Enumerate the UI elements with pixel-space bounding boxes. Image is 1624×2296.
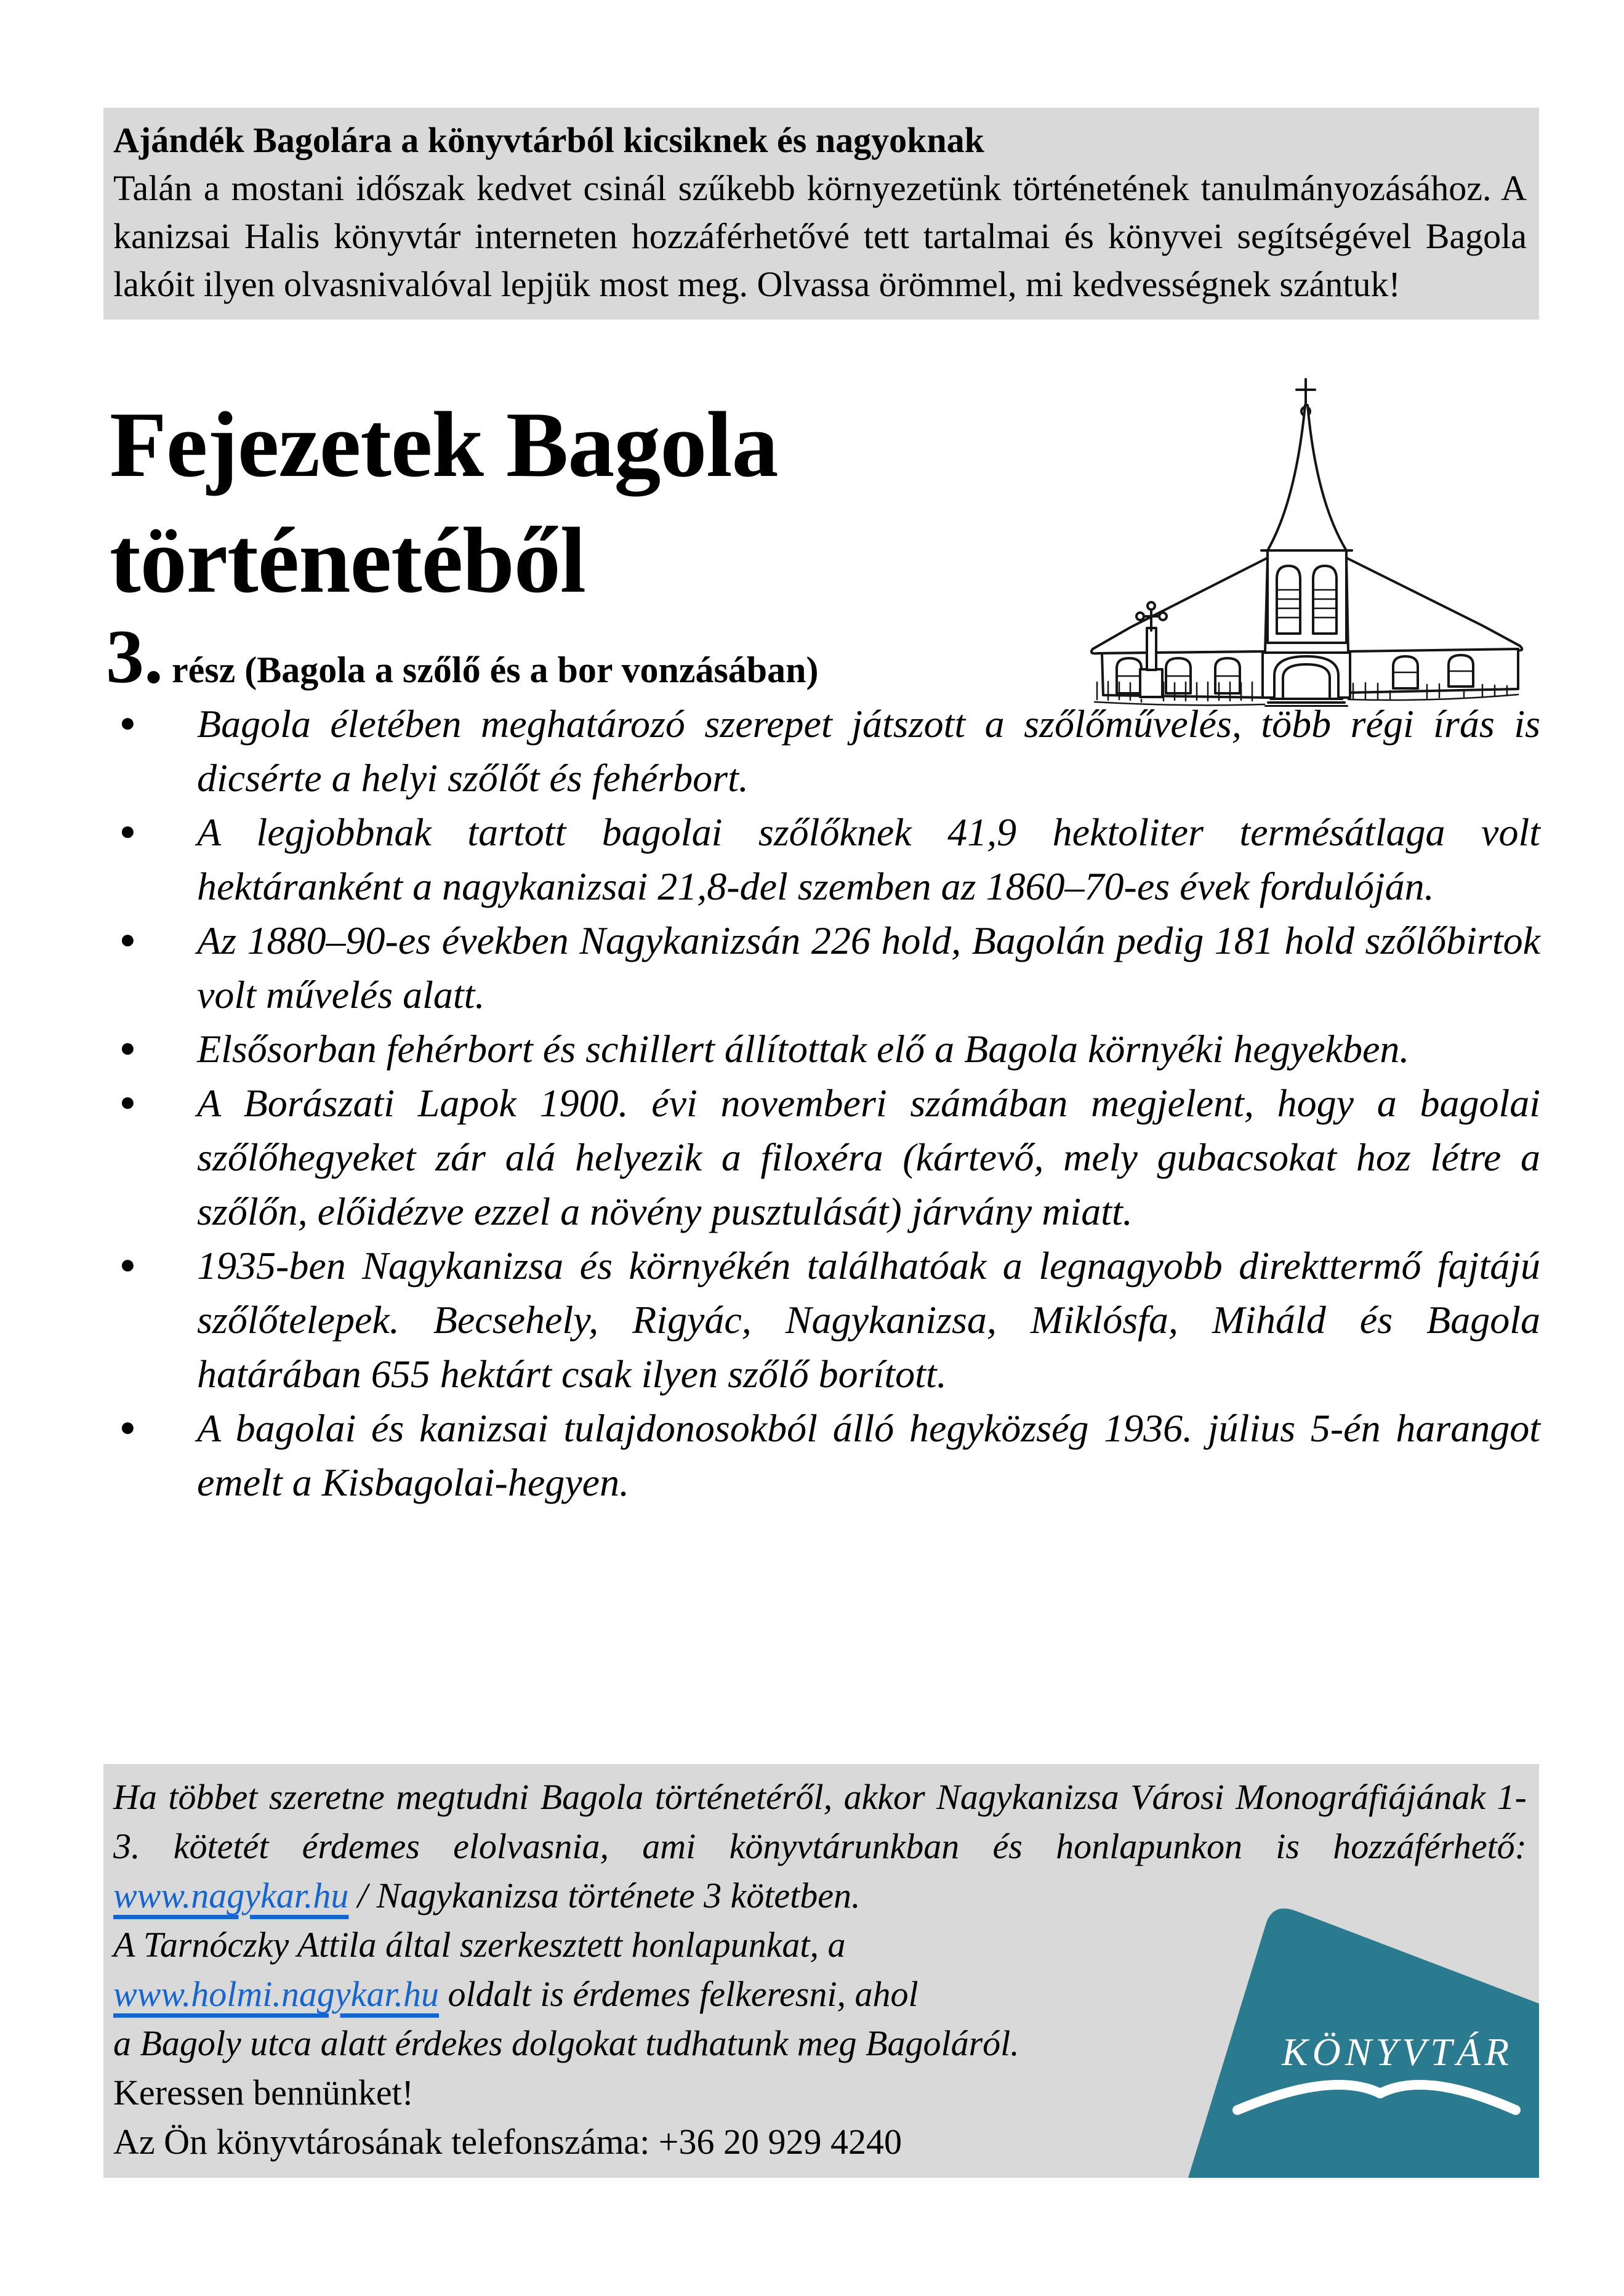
outro-text: a Bagoly utca alatt érdekes dolgokat tudhatunk meg Bagoláról.	[113, 2023, 1019, 2063]
list-item: ● A legjobbnak tartott bagolai szőlőknek 41,9 hektoliter termésátlaga volt hektáranként a nagykanizsai 21,8-del szemben az 1860–70-es évek fordulóján.	[117, 805, 1540, 914]
history-bullet-list	[117, 697, 1540, 1510]
list-item: ● Elsősorban fehérbort és schillert állítottak elő a Bagola környéki hegyekben.	[117, 1022, 1540, 1076]
outro-call-to-action: Keressen bennünket!	[113, 2072, 414, 2113]
librarian-phone-line: Az Ön könyvtárosának telefonszáma: +36 20 929 4240	[113, 2122, 902, 2162]
logo-wordmark: KÖNYVTÁR	[1281, 2030, 1514, 2074]
page-title	[110, 387, 778, 618]
outro-text: oldalt is érdemes felkeresni, ahol	[439, 1974, 919, 2014]
church-drawing	[1058, 362, 1578, 707]
outro-paragraph-2	[113, 1920, 1129, 2068]
list-item: ● A bagolai és kanizsai tulajdonosokból álló hegyközség 1936. július 5-én harangot emelt a Kisbagolai-hegyen.	[117, 1401, 1540, 1510]
intro-heading: Ajándék Bagolára a könyvtárból kicsiknek és nagyoknak	[113, 120, 984, 160]
list-item: ● Az 1880–90-es években Nagykanizsán 226 hold, Bagolán pedig 181 hold szőlőbirtok volt művelés alatt.	[117, 914, 1540, 1022]
page-title-line1: Fejezetek Bagola	[110, 393, 778, 496]
part-heading	[106, 614, 819, 699]
page-title-line2: történetéből	[110, 509, 586, 612]
outro-text: Ha többet szeretne megtudni Bagola történetéről, akkor Nagykanizsa Városi Monográfiájának 1-3. kötetét érdemes elolvasnia, ami könyvtárunkban és honlapunkon is hozzáférhető:	[113, 1777, 1527, 1866]
outro-box	[103, 1764, 1539, 2178]
outro-text: / Nagykanizsa története 3 kötetben.	[348, 1875, 861, 1915]
intro-paragraph: Talán a mostani időszak kedvet csinál szűkebb környezetünk történetének tanulmányozásához. A kanizsai Halis könyvtár interneten hozzáférhetővé tett tartalmai és könyvei segítségével Bagola lakóit ilyen olvasnivalóval lepjük most meg. Olvassa örömmel, mi kedvességnek szántuk!	[113, 168, 1527, 304]
part-number: 3.	[106, 614, 163, 699]
list-item: ● Bagola életében meghatározó szerepet játszott a szőlőművelés, több régi írás is dicsérte a helyi szőlőt és fehérbort.	[117, 697, 1540, 805]
nagykar-link[interactable]: www.nagykar.hu	[113, 1875, 349, 1915]
intro-box	[103, 108, 1539, 320]
holmi-nagykar-link[interactable]: www.holmi.nagykar.hu	[113, 1974, 439, 2014]
outro-text: A Tarnóczky Attila által szerkesztett honlapunkat, a	[113, 1925, 846, 1965]
part-label: rész (Bagola a szőlő és a bor vonzásában)	[172, 650, 819, 690]
list-item: ● A Borászati Lapok 1900. évi novemberi számában megjelent, hogy a bagolai szőlőhegyeket zár alá helyezik a filoxéra (kártevő, mely gubacsokat hoz létre a szőlőn, előidézve ezzel a növény pusztulását) járvány miatt.	[117, 1076, 1540, 1239]
library-logo	[1176, 1898, 1539, 2178]
list-item: ● 1935-ben Nagykanizsa és környékén találhatóak a legnagyobb direkttermő fajtájú szőlőtelepek. Becsehely, Rigyác, Nagykanizsa, Miklósfa, Miháld és Bagola határában 655 hektárt csak ilyen szőlő borított.	[117, 1239, 1540, 1401]
